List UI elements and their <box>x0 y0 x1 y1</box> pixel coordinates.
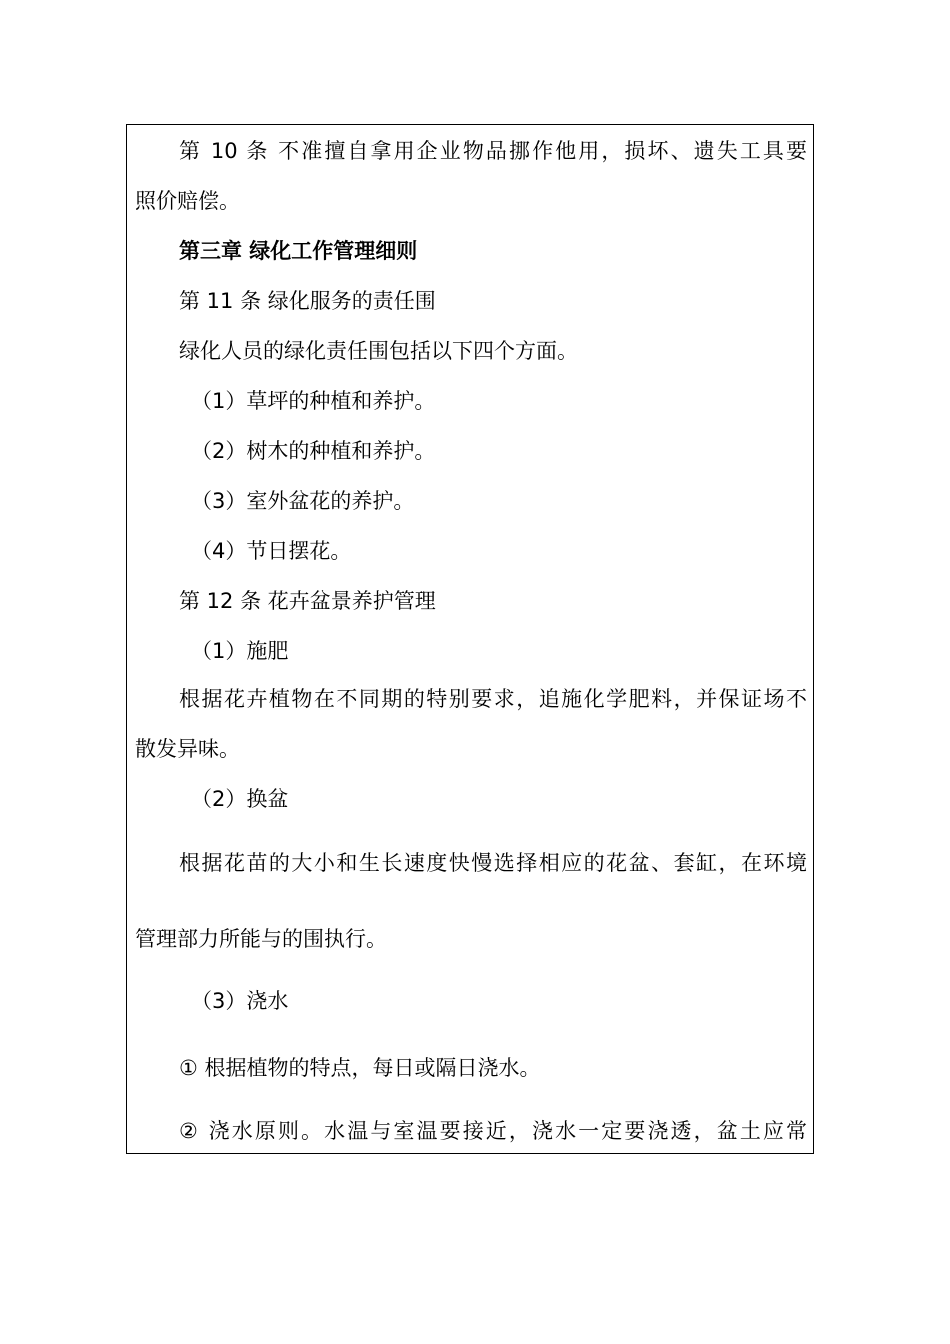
repotting-heading: （2）换盆 <box>191 787 289 811</box>
article-11-item-4: （4）节日摆花。 <box>191 539 352 563</box>
article-12-heading: 第 12 条 花卉盆景养护管理 <box>179 589 436 613</box>
article-11-item-2: （2）树木的种植和养护。 <box>191 439 436 463</box>
article-11-item-1: （1）草坪的种植和养护。 <box>191 389 436 413</box>
repotting-text-line-1: 根据花苗的大小和生长速度快慢选择相应的花盆、套缸，在环境 <box>179 851 807 875</box>
fertilizing-text-line-1: 根据花卉植物在不同期的特别要求，追施化学肥料，并保证场不 <box>179 687 807 711</box>
article-10-text-line-1: 第 10 条 不准擅自拿用企业物品挪作他用，损坏、遗失工具要 <box>179 139 807 163</box>
article-11-item-3: （3）室外盆花的养护。 <box>191 489 415 513</box>
chapter-3-heading: 第三章 绿化工作管理细则 <box>179 239 418 263</box>
watering-point-2: ② 浇水原则。水温与室温要接近，浇水一定要浇透，盆土应常 <box>179 1119 807 1143</box>
fertilizing-heading: （1）施肥 <box>191 639 289 663</box>
document-frame <box>126 124 814 1154</box>
watering-point-1: ① 根据植物的特点，每日或隔日浇水。 <box>179 1056 541 1080</box>
article-11-heading: 第 11 条 绿化服务的责任围 <box>179 289 436 313</box>
repotting-text-line-2: 管理部力所能与的围执行。 <box>135 927 387 951</box>
watering-heading: （3）浇水 <box>191 989 289 1013</box>
article-10-text-line-2: 照价赔偿。 <box>135 189 240 213</box>
fertilizing-text-line-2: 散发异味。 <box>135 737 240 761</box>
article-11-intro: 绿化人员的绿化责任围包括以下四个方面。 <box>179 339 578 363</box>
